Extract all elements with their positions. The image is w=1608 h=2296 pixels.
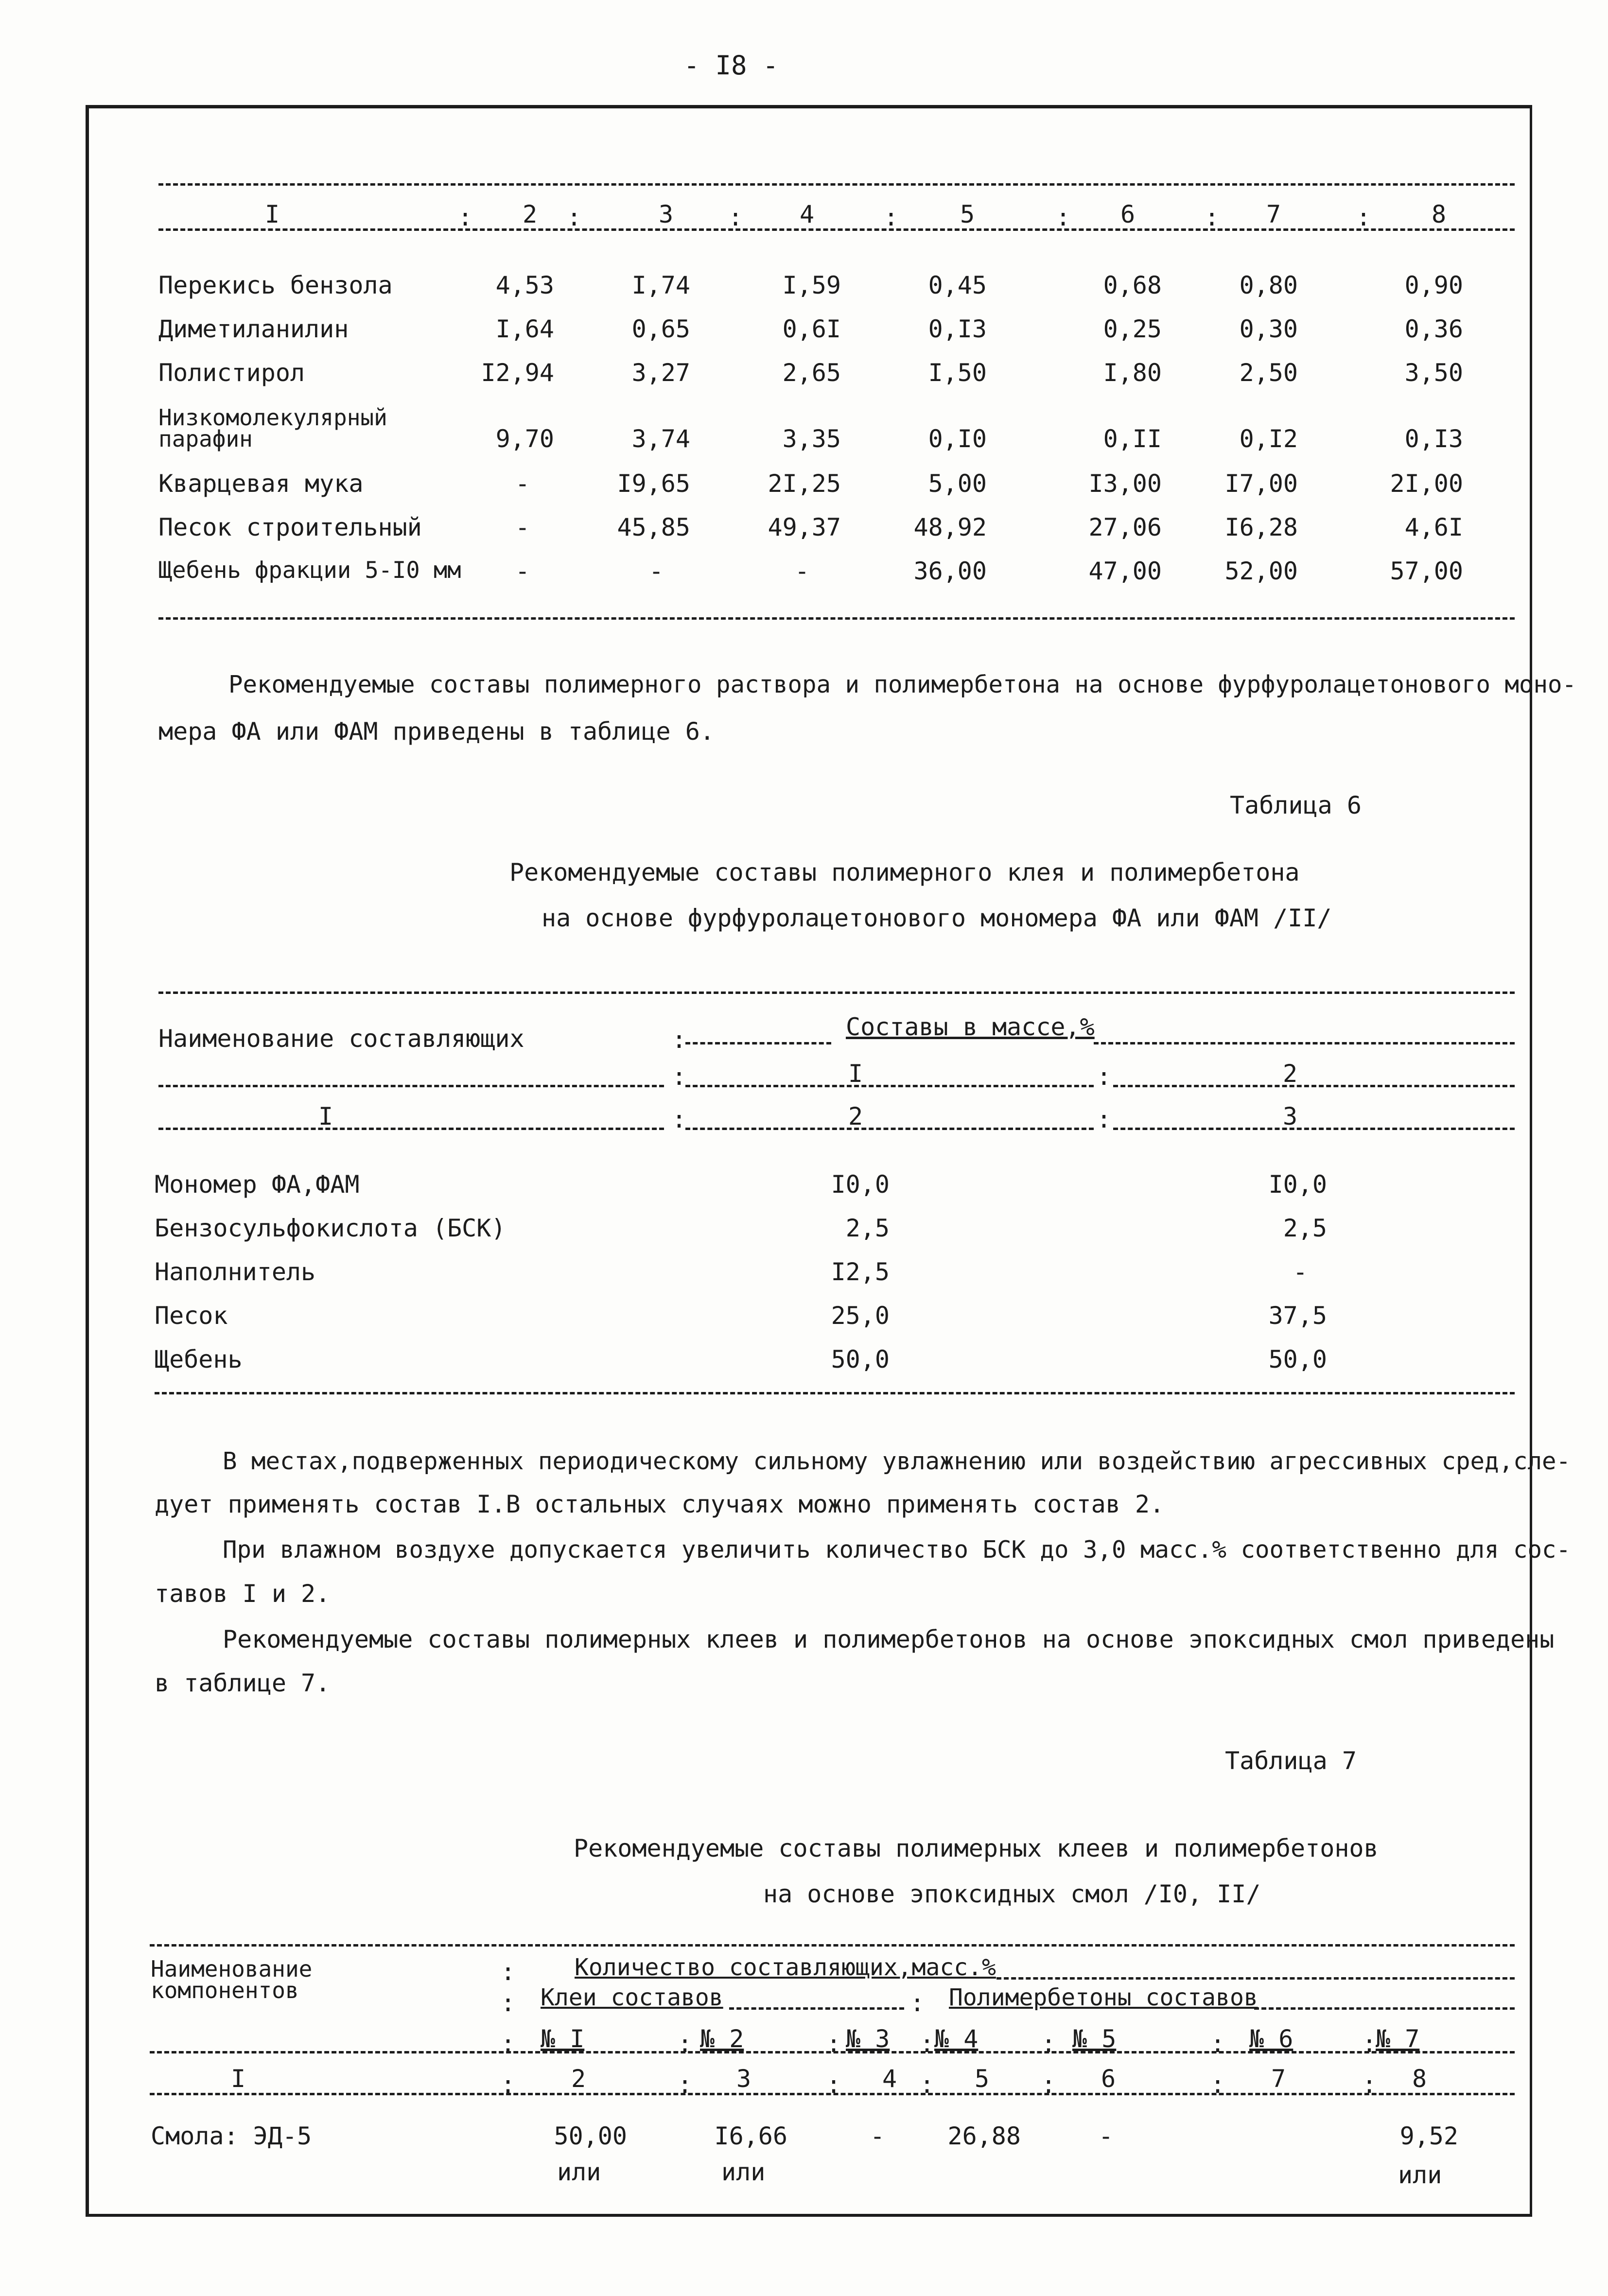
col-number: 3: [1282, 1102, 1298, 1131]
cell: -: [870, 2122, 885, 2150]
cell: 0,30: [1239, 315, 1298, 343]
row-label: Песок: [155, 1302, 228, 1330]
or-word: или: [721, 2158, 766, 2186]
cell: 3,27: [631, 359, 690, 387]
cell: I,64: [495, 315, 554, 343]
paragraph-line: мера ФА или ФАМ приведены в таблице 6.: [158, 717, 715, 746]
cell: 0,90: [1404, 271, 1463, 299]
cell: 3,35: [782, 425, 841, 453]
header-col: 2: [1282, 1060, 1298, 1088]
header-name: компонентов: [151, 1977, 299, 2003]
col-separator: :: [1097, 1062, 1112, 1091]
col-separator: :: [672, 1026, 687, 1054]
header-quantity: Количество составляющих,масс.%: [575, 1954, 996, 1981]
cell: -: [515, 470, 530, 498]
cell: 0,45: [928, 271, 987, 299]
cell: 3,74: [631, 425, 690, 453]
col-number: 4: [799, 200, 815, 228]
cell: 0,6I: [782, 315, 841, 343]
table-title: Рекомендуемые составы полимерного клея и полимербетона: [509, 858, 1300, 887]
col-separator: :: [1041, 2030, 1056, 2058]
header-glues: Клеи составов: [541, 1984, 723, 2011]
row-label: Щебень фракции 5-I0 мм: [158, 557, 461, 584]
col-separator: :: [1205, 203, 1220, 231]
col-number: 8: [1412, 2065, 1427, 2093]
cell: 4,6I: [1404, 513, 1463, 541]
table-label: Таблица 6: [1230, 791, 1362, 819]
cell: 50,0: [1268, 1345, 1327, 1374]
col-separator: :: [567, 203, 582, 231]
col-number: 3: [736, 2065, 752, 2093]
cell: 48,92: [913, 513, 987, 541]
col-separator: :: [1362, 2030, 1377, 2058]
col-number: 8: [1431, 200, 1447, 228]
table-rule: [1254, 2007, 1515, 2010]
col-number: 2: [848, 1102, 863, 1131]
table-label: Таблица 7: [1225, 1747, 1357, 1775]
header-group: Составы в массе,%: [846, 1013, 1095, 1041]
row-label: Перекись бензола: [158, 271, 393, 299]
table-rule: [158, 1128, 664, 1130]
page-number: - I8 -: [683, 50, 779, 81]
cell: 9,70: [495, 425, 554, 453]
cell: 2,65: [782, 359, 841, 387]
row-label: Наполнитель: [155, 1258, 316, 1286]
cell: I9,65: [617, 470, 690, 498]
row-label: Полистирол: [158, 359, 305, 387]
cell: 3,50: [1404, 359, 1463, 387]
table-rule: [158, 617, 1515, 620]
col-separator: :: [1041, 2070, 1056, 2099]
col-separator: :: [501, 2070, 516, 2099]
cell: 0,68: [1103, 271, 1162, 299]
cell: 0,I2: [1239, 425, 1298, 453]
cell: 2I,00: [1390, 470, 1463, 498]
col-number: I: [318, 1102, 333, 1131]
cell: 2,5: [1283, 1214, 1327, 1242]
col-number: 7: [1266, 200, 1281, 228]
paragraph-line: Рекомендуемые составы полимерных клеев и полимербетонов на основе эпоксидных смол приведены: [223, 1625, 1555, 1653]
cell: 0,I3: [928, 315, 987, 343]
table-rule: [150, 1944, 1515, 1947]
cell: 36,00: [913, 557, 987, 585]
paragraph-line: тавов I и 2.: [155, 1580, 331, 1608]
cell: I0,0: [831, 1170, 890, 1199]
row-label: Смола: ЭД-5: [151, 2122, 312, 2150]
col-number: 2: [571, 2065, 586, 2093]
col-number: 2: [522, 200, 538, 228]
col-separator: :: [920, 2030, 935, 2058]
col-separator: :: [1356, 203, 1371, 231]
col-number: 5: [974, 2065, 990, 2093]
col-separator: :: [1210, 2070, 1225, 2099]
col-separator: :: [910, 1989, 925, 2017]
cell: I2,94: [481, 359, 554, 387]
col-separator: :: [884, 203, 899, 231]
col-separator: :: [920, 2070, 935, 2099]
or-word: или: [557, 2158, 601, 2186]
col-separator: :: [1056, 203, 1071, 231]
composition-number: № 6: [1249, 2025, 1293, 2053]
header-name: Наименование: [151, 1956, 313, 1982]
cell: -: [515, 513, 530, 541]
col-separator: :: [1097, 1105, 1112, 1133]
cell: I6,28: [1224, 513, 1298, 541]
cell: I7,00: [1224, 470, 1298, 498]
table-rule: [1113, 1128, 1515, 1130]
cell: 2,5: [845, 1214, 890, 1242]
col-number: 6: [1120, 200, 1136, 228]
header-col: I: [848, 1060, 863, 1088]
table-rule: [996, 1977, 1515, 1980]
paragraph-line: в таблице 7.: [155, 1669, 331, 1697]
col-separator: :: [501, 1989, 516, 2017]
cell: 27,06: [1088, 513, 1162, 541]
row-label: Щебень: [155, 1345, 243, 1374]
header-name: Наименование составляющих: [158, 1025, 524, 1053]
cell: 26,88: [947, 2122, 1021, 2150]
cell: 0,II: [1103, 425, 1162, 453]
cell: 37,5: [1268, 1302, 1327, 1330]
composition-number: № 5: [1072, 2025, 1117, 2053]
cell: 0,80: [1239, 271, 1298, 299]
row-label: Песок строительный: [158, 513, 422, 541]
cell: 50,00: [554, 2122, 627, 2150]
cell: -: [1293, 1258, 1308, 1286]
paragraph-line: При влажном воздухе допускается увеличить количество БСК до 3,0 масс.% соответственно для сос-: [223, 1536, 1571, 1564]
composition-number: № 7: [1376, 2025, 1420, 2053]
cell: 25,0: [831, 1302, 890, 1330]
cell: I,80: [1103, 359, 1162, 387]
cell: 57,00: [1390, 557, 1463, 585]
cell: I,59: [782, 271, 841, 299]
row-label: парафин: [158, 426, 253, 452]
cell: 45,85: [617, 513, 690, 541]
col-separator: :: [501, 2030, 516, 2058]
cell: 2I,25: [768, 470, 841, 498]
cell: -: [794, 557, 810, 585]
table-rule: [685, 1128, 1094, 1130]
table-rule: [685, 1085, 1094, 1087]
table-rule: [729, 2007, 904, 2010]
table-rule: [158, 991, 1515, 994]
row-label: Диметиланилин: [158, 315, 349, 343]
col-number: I: [230, 2065, 246, 2093]
cell: I,74: [631, 271, 690, 299]
header-concretes: Полимербетоны составов: [949, 1984, 1258, 2011]
table-rule: [685, 1042, 831, 1044]
col-separator: :: [678, 2030, 693, 2058]
col-separator: :: [458, 203, 473, 231]
cell: 9,52: [1399, 2122, 1458, 2150]
composition-number: № 4: [934, 2025, 979, 2053]
row-label: Бензосульфокислота (БСК): [155, 1214, 506, 1242]
table-rule: [158, 1085, 664, 1087]
cell: -: [648, 557, 664, 585]
row-label: Мономер ФА,ФАМ: [155, 1170, 360, 1199]
composition-number: № 3: [846, 2025, 890, 2053]
col-number: 3: [658, 200, 674, 228]
col-separator: :: [728, 203, 743, 231]
or-word: или: [1398, 2161, 1442, 2189]
cell: I,50: [928, 359, 987, 387]
cell: 0,I3: [1404, 425, 1463, 453]
col-separator: :: [1210, 2030, 1225, 2058]
cell: I6,66: [714, 2122, 787, 2150]
cell: 49,37: [768, 513, 841, 541]
composition-number: № 2: [700, 2025, 744, 2053]
col-separator: :: [1362, 2070, 1377, 2099]
cell: 0,65: [631, 315, 690, 343]
table-rule: [1113, 1085, 1515, 1087]
col-separator: :: [826, 2030, 841, 2058]
table-rule: [1094, 1042, 1515, 1044]
paragraph-line: Рекомендуемые составы полимерного раствора и полимербетона на основе фурфуролацетонового моно-: [228, 671, 1577, 698]
table-rule: [158, 228, 1515, 231]
col-separator: :: [501, 1958, 516, 1986]
col-number: I: [264, 200, 280, 228]
col-number: 6: [1101, 2065, 1116, 2093]
col-number: 5: [960, 200, 975, 228]
table-rule: [155, 1392, 1515, 1394]
cell: 0,I0: [928, 425, 987, 453]
table-title: Рекомендуемые составы полимерных клеев и полимербетонов: [574, 1834, 1379, 1862]
row-label: Кварцевая мука: [158, 470, 364, 498]
cell: I2,5: [831, 1258, 890, 1286]
col-separator: :: [672, 1062, 687, 1091]
cell: 2,50: [1239, 359, 1298, 387]
row-label: Низкомолекулярный: [158, 404, 387, 431]
cell: 50,0: [831, 1345, 890, 1374]
table-title: на основе эпоксидных смол /I0, II/: [763, 1880, 1261, 1908]
cell: 5,00: [928, 470, 987, 498]
table-title: на основе фурфуролацетонового мономера ФА или ФАМ /II/: [542, 904, 1332, 932]
cell: 0,36: [1404, 315, 1463, 343]
col-number: 4: [882, 2065, 897, 2093]
cell: 4,53: [495, 271, 554, 299]
paragraph-line: В местах,подверженных периодическому сильному увлажнению или воздействию агрессивных сред,сле-: [223, 1447, 1571, 1475]
cell: 47,00: [1088, 557, 1162, 585]
cell: 0,25: [1103, 315, 1162, 343]
cell: -: [1098, 2122, 1114, 2150]
cell: I0,0: [1268, 1170, 1327, 1199]
cell: 52,00: [1224, 557, 1298, 585]
paragraph-line: дует применять состав I.В остальных случаях можно применять состав 2.: [155, 1490, 1165, 1518]
col-number: 7: [1271, 2065, 1286, 2093]
composition-number: № I: [541, 2025, 585, 2053]
table-rule: [158, 183, 1515, 186]
cell: I3,00: [1088, 470, 1162, 498]
cell: -: [515, 557, 530, 585]
col-separator: :: [672, 1105, 687, 1133]
col-separator: :: [826, 2070, 841, 2099]
col-separator: :: [678, 2070, 693, 2099]
